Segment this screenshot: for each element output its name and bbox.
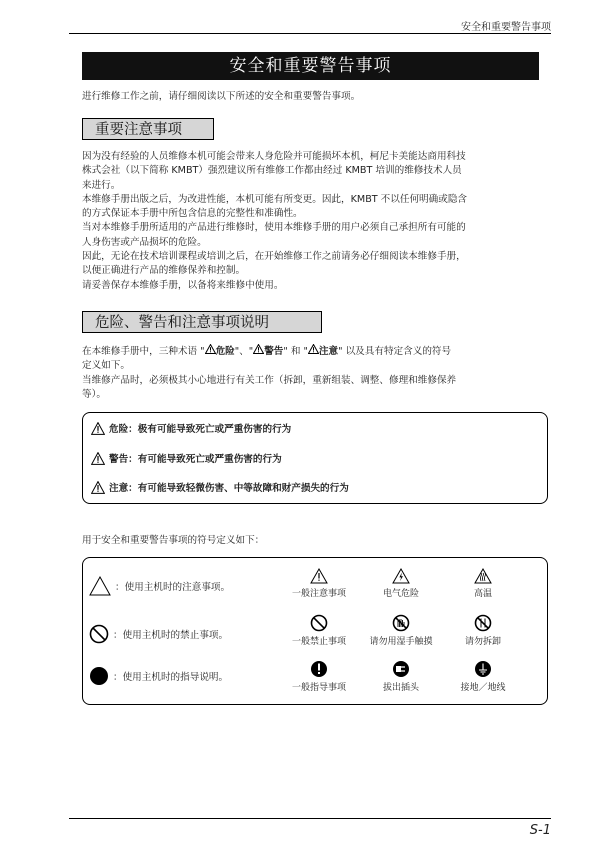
symbol-def-instruct <box>89 666 228 686</box>
icon-cell-general-instruct <box>279 660 359 693</box>
symbol-def-label: ：使用主机时的注意事项。 <box>115 582 231 593</box>
general-instruction-icon <box>310 660 328 678</box>
icon-label: 一般禁止事项 <box>291 637 346 647</box>
general-caution-icon <box>310 568 328 584</box>
warning-triangle-icon <box>91 452 105 465</box>
icon-label: 接地／地线 <box>460 683 506 693</box>
level-text: 警告：有可能导致死亡或严重伤害的行为 <box>109 454 282 465</box>
symbols-box <box>82 557 548 705</box>
important-body <box>82 150 552 293</box>
icon-label: 一般注意事项 <box>291 589 346 599</box>
icon-cell-no-disassembly <box>443 614 523 647</box>
ground-icon <box>474 660 492 678</box>
icon-label: 电气危险 <box>382 589 419 599</box>
term-caution: 注意 <box>318 346 339 357</box>
level-text: 注意：有可能导致轻微伤害、中等故障和财产损失的行为 <box>109 483 349 494</box>
icon-cell-general-prohibit <box>279 614 359 647</box>
icon-cell-wet-hands <box>361 614 441 647</box>
page-title: 安全和重要警告事项 <box>82 52 539 80</box>
important-heading: 重要注意事项 <box>82 118 214 140</box>
footer-rule <box>69 818 551 819</box>
symbol-def-caution <box>89 576 230 596</box>
important-line: 株式会社（以下简称 KMBT）强烈建议所有维修工作都由经过 KMBT 培训的维修技术人员 <box>82 165 462 177</box>
explain-line1 <box>82 344 552 359</box>
icon-cell-electric <box>361 568 441 599</box>
explain-text: "、" <box>234 346 254 357</box>
caution-triangle-icon <box>89 576 111 596</box>
icon-cell-general-caution <box>279 568 359 599</box>
important-line: 人身伤害或产品损坏的危险。 <box>82 236 207 248</box>
warning-triangle-icon <box>308 344 319 354</box>
header-rule <box>69 33 551 34</box>
important-line: 本维修手册出版之后，为改进性能，本机可能有所变更。因此，KMBT 不以任何明确或隐含 <box>82 193 468 205</box>
high-temperature-icon <box>474 568 492 584</box>
symbols-intro: 用于安全和重要警告事项的符号定义如下： <box>82 535 265 546</box>
important-line: 请妥善保存本维修手册，以备将来维修中使用。 <box>82 279 284 291</box>
electric-hazard-icon <box>392 568 410 584</box>
explain-heading: 危险、警告和注意事项说明 <box>82 311 322 333</box>
warning-triangle-icon <box>91 422 105 435</box>
important-line: 来进行。 <box>82 179 121 191</box>
symbol-def-label: ：使用主机时的指导说明。 <box>113 672 229 683</box>
term-danger: 危险 <box>215 346 235 357</box>
no-disassembly-icon <box>474 614 492 632</box>
important-line: 因为没有经验的人员维修本机可能会带来人身危险并可能损坏本机，柯尼卡美能达商用科技 <box>82 151 466 162</box>
important-line: 当对本维修手册所适用的产品进行维修时，使用本维修手册的用户必须自己承担所有可能的 <box>82 222 466 234</box>
icon-label: 一般指导事项 <box>291 683 346 693</box>
term-warning: 警告 <box>264 346 284 357</box>
instruction-icon <box>89 666 109 686</box>
warning-triangle-icon <box>205 344 216 354</box>
explain-text: 在本维修手册中，三种术语 " <box>82 346 205 357</box>
no-wet-hands-icon <box>392 614 410 632</box>
symbol-def-label: ：使用主机时的禁止事项。 <box>113 630 229 641</box>
icon-cell-hot <box>443 568 523 599</box>
prohibition-icon <box>89 624 109 644</box>
warning-triangle-icon <box>253 344 264 354</box>
level-caution <box>91 480 349 494</box>
general-prohibition-icon <box>310 614 328 632</box>
level-text: 危险：极有可能导致死亡或严重伤害的行为 <box>109 424 292 435</box>
important-line: 的方式保证本手册中所包含信息的完整性和准确性。 <box>82 208 303 220</box>
icon-cell-unplug <box>361 660 441 693</box>
level-danger <box>91 421 291 435</box>
explain-line4: 等）。 <box>82 388 106 400</box>
explain-text: " 和 " <box>283 346 308 357</box>
intro-text: 进行维修工作之前，请仔细阅读以下所述的安全和重要警告事项。 <box>82 91 361 102</box>
warning-triangle-icon <box>91 481 105 494</box>
icon-label: 拔出插头 <box>382 683 419 693</box>
hazard-levels-box <box>82 412 548 504</box>
symbol-def-prohibit <box>89 624 228 644</box>
important-line: 以便正确进行产品的维修保养和控制。 <box>82 265 246 277</box>
icon-cell-ground <box>443 660 523 693</box>
important-line: 因此，无论在技术培训课程或培训之后，在开始维修工作之前请务必仔细阅读本维修手册， <box>82 251 466 263</box>
level-warning <box>91 451 282 465</box>
running-header: 安全和重要警告事项 <box>461 22 551 33</box>
page-number: S-1 <box>529 823 551 838</box>
unplug-icon <box>392 660 410 678</box>
explain-text: " 以及具有特定含义的符号 <box>338 346 452 357</box>
explain-line2: 定义如下。 <box>82 360 130 372</box>
explain-line3: 当维修产品时，必须极其小心地进行有关工作（拆卸，重新组装、调整、修理和维修保养 <box>82 374 457 386</box>
icon-label: 高温 <box>473 589 492 599</box>
icon-label: 请勿拆卸 <box>464 637 501 647</box>
explain-body <box>82 344 552 402</box>
icon-label: 请勿用湿手触摸 <box>369 637 433 647</box>
